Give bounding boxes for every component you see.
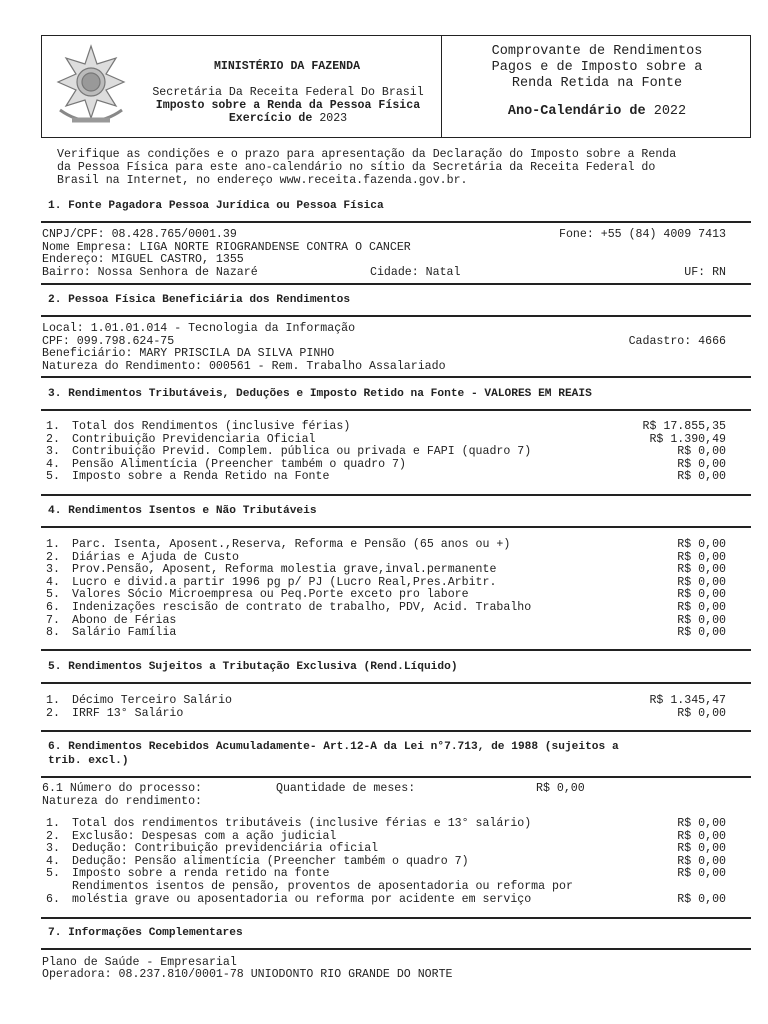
item-value: R$ 0,00 [677, 613, 726, 627]
item-label: Total dos Rendimentos (inclusive férias) [72, 420, 351, 433]
item-label: Lucro e divid.a partir 1996 pg p/ PJ (Lucro Real,Pres.Arbitr. [72, 575, 497, 589]
item-label: Total dos rendimentos tributáveis (inclusive férias e 13° salário) [72, 817, 532, 830]
exercicio-line [138, 112, 438, 125]
numero-processo: 6.1 Número do processo: [42, 782, 203, 795]
section-7-title: 7. Informações Complementares [48, 927, 243, 939]
item-label: Abono de Férias [72, 613, 177, 627]
section-4-list [46, 539, 726, 640]
section-6-title [48, 740, 619, 768]
section-6-title-line: 6. Rendimentos Recebidos Acumuladamente- Art.12-A da Lei n°7.713, de 1988 (sujeitos a [48, 741, 619, 753]
coat-of-arms-icon [50, 40, 132, 132]
cadastro: Cadastro: 4666 [628, 335, 726, 348]
item-number: 4. [46, 457, 60, 471]
item-number: 2. [46, 550, 60, 564]
ministry-title: MINISTÉRIO DA FAZENDA [213, 60, 361, 73]
section-4-rule [41, 526, 751, 528]
comprovante-line: Renda Retida na Fonte [511, 76, 683, 91]
item-label: Diárias e Ajuda de Custo [72, 550, 239, 564]
item-value: R$ 0,00 [677, 892, 726, 906]
item-number: 5. [46, 867, 60, 881]
section-6-rule [41, 776, 751, 778]
item-number: 8. [46, 626, 60, 640]
item-number: 1. [46, 420, 60, 433]
section-7-rule [41, 948, 751, 950]
list-item [46, 446, 726, 459]
item-value: R$ 0,00 [677, 563, 726, 577]
comprovante-title [444, 44, 750, 92]
item-value: R$ 0,00 [677, 457, 726, 471]
item-value: R$ 0,00 [677, 538, 726, 551]
item-number: 2. [46, 432, 60, 446]
section-1-title: 1. Fonte Pagadora Pessoa Jurídica ou Pessoa Física [48, 200, 384, 212]
list-item [46, 818, 726, 831]
item-label: Salário Família [72, 626, 177, 640]
item-value: R$ 0,00 [677, 842, 726, 856]
item-value: R$ 0,00 [677, 626, 726, 640]
item-number: 4. [46, 854, 60, 868]
list-item [46, 843, 726, 856]
section-1-rule [41, 221, 751, 223]
section-4-title: 4. Rendimentos Isentos e Não Tributáveis [48, 505, 317, 517]
fone: Fone: +55 (84) 4009 7413 [559, 228, 726, 241]
beneficiario: Beneficiário: MARY PRISCILA DA SILVA PINHO [42, 347, 335, 360]
operadora: Operadora: 08.237.810/0001-78 UNIODONTO RIO GRANDE DO NORTE [42, 968, 453, 981]
intro-text [57, 148, 737, 187]
item-label: Décimo Terceiro Salário [72, 694, 233, 707]
item-number: 3. [46, 445, 60, 459]
item-value: R$ 0,00 [677, 575, 726, 589]
natureza-rendimento: Natureza do Rendimento: 000561 - Rem. Trabalho Assalariado [42, 360, 446, 373]
header-divider [441, 36, 442, 137]
item-label: Indenizações rescisão de contrato de trabalho, PDV, Acid. Trabalho [72, 600, 532, 614]
item-number: 6. [46, 892, 60, 906]
section-5-rule-top [41, 649, 751, 651]
item-label: Imposto sobre a Renda Retido na Fonte [72, 470, 330, 484]
item-label: Imposto sobre a renda retido na fonte [72, 867, 330, 881]
item-label: moléstia grave ou aposentadoria ou reforma por acidente em serviço [72, 892, 532, 906]
section-5-rule [41, 682, 751, 684]
item-label: Prov.Pensão, Aposent, Reforma molestia grave,inval.permanente [72, 563, 497, 577]
list-item [46, 471, 726, 484]
intro-line: Brasil na Internet, no endereço www.receita.fazenda.gov.br. [57, 174, 468, 187]
item-value: R$ 0,00 [677, 706, 726, 720]
list-item [46, 695, 726, 708]
list-item [46, 708, 726, 721]
item-label: Rendimentos isentos de pensão, proventos de aposentadoria ou reforma por [72, 879, 573, 893]
item-value: R$ 0,00 [677, 588, 726, 602]
section-6-rule-top [41, 730, 751, 732]
section-2-rule-top [41, 283, 751, 285]
item-value: R$ 0,00 [677, 829, 726, 843]
item-value: R$ 0,00 [677, 445, 726, 459]
section-3-title: 3. Rendimentos Tributáveis, Deduções e Imposto Retido na Fonte - VALORES EM REAIS [48, 388, 592, 400]
item-label: Dedução: Pensão alimentícia (Preencher também o quadro 7) [72, 854, 469, 868]
ano-label: Ano-Calendário de [507, 104, 646, 119]
imposto-title: Imposto sobre a Renda da Pessoa Física [155, 99, 421, 112]
item-value: R$ 17.855,35 [642, 420, 726, 433]
exercicio-label: Exercício de [228, 112, 313, 125]
section-3-rule-top [41, 376, 751, 378]
section-5-list [46, 695, 726, 720]
secretaria-block [138, 86, 438, 125]
section-7-rule-top [41, 917, 751, 919]
list-item [46, 421, 726, 434]
section-2-title: 2. Pessoa Física Beneficiária dos Rendimentos [48, 294, 351, 306]
comprovante-line: Pagos e de Imposto sobre a [491, 60, 703, 75]
item-number: 7. [46, 613, 60, 627]
item-number: 4. [46, 575, 60, 589]
item-number: 2. [46, 706, 60, 720]
section-4-rule-top [41, 494, 751, 496]
section-6-title-line: trib. excl.) [48, 755, 129, 767]
item-value: R$ 0,00 [677, 470, 726, 484]
quantidade-meses-valor: R$ 0,00 [536, 782, 585, 795]
comprovante-line: Comprovante de Rendimentos [491, 44, 703, 59]
cnpj: CNPJ/CPF: 08.428.765/0001.39 [42, 228, 237, 241]
ano-calendario [444, 104, 750, 119]
item-value: R$ 0,00 [677, 817, 726, 830]
item-number: 5. [46, 588, 60, 602]
bairro: Bairro: Nossa Senhora de Nazaré [42, 266, 258, 279]
item-value: R$ 1.345,47 [649, 694, 726, 707]
section-3-list [46, 421, 726, 484]
item-number: 1. [46, 694, 60, 707]
item-number: 6. [46, 600, 60, 614]
item-number: 2. [46, 829, 60, 843]
list-item [46, 894, 726, 907]
section-6-list [46, 818, 726, 906]
list-item [46, 627, 726, 640]
cpf: CPF: 099.798.624-75 [42, 335, 175, 348]
item-value: R$ 0,00 [677, 867, 726, 881]
plano-saude: Plano de Saúde - Empresarial [42, 956, 237, 969]
item-label: Parc. Isenta, Aposent.,Reserva, Reforma e Pensão (65 anos ou +) [72, 538, 511, 551]
nome-empresa: Nome Empresa: LIGA NORTE RIOGRANDENSE CONTRA O CANCER [42, 241, 411, 254]
local: Local: 1.01.01.014 - Tecnologia da Informação [42, 322, 356, 335]
item-value: R$ 0,00 [677, 550, 726, 564]
intro-line: Verifique as condições e o prazo para apresentação da Declaração do Imposto sobre a Renda [57, 148, 677, 161]
item-label: Contribuição Previdenciaria Oficial [72, 432, 316, 446]
exercicio-year: 2023 [319, 112, 348, 125]
item-number: 1. [46, 538, 60, 551]
document-header [41, 35, 751, 138]
ano-year: 2022 [653, 104, 687, 119]
item-label: IRRF 13° Salário [72, 706, 184, 720]
endereco: Endereço: MIGUEL CASTRO, 1355 [42, 253, 244, 266]
section-5-title: 5. Rendimentos Sujeitos a Tributação Exclusiva (Rend.Líquido) [48, 661, 458, 673]
item-label: Contribuição Previd. Complem. pública ou privada e FAPI (quadro 7) [72, 445, 532, 459]
list-item [46, 539, 726, 552]
list-item [46, 881, 726, 894]
item-value: R$ 1.390,49 [649, 432, 726, 446]
cidade: Cidade: Natal [370, 266, 461, 279]
uf: UF: RN [684, 266, 726, 279]
item-number: 3. [46, 563, 60, 577]
item-value: R$ 0,00 [677, 854, 726, 868]
item-number: 5. [46, 470, 60, 484]
item-number: 1. [46, 817, 60, 830]
quantidade-meses: Quantidade de meses: [276, 782, 416, 795]
section-3-rule [41, 409, 751, 411]
natureza-do-rendimento: Natureza do rendimento: [42, 795, 203, 808]
secretaria-name: Secretária Da Receita Federal Do Brasil [152, 86, 424, 99]
item-number: 3. [46, 842, 60, 856]
section-2-rule [41, 315, 751, 317]
intro-line: da Pessoa Física para este ano-calendário no sítio da Secretária da Receita Federal do [57, 161, 656, 174]
item-label: Exclusão: Despesas com a ação judicial [72, 829, 337, 843]
item-label: Valores Sócio Microempresa ou Peq.Porte exceto pro labore [72, 588, 469, 602]
item-value: R$ 0,00 [677, 600, 726, 614]
item-label: Pensão Alimentícia (Preencher também o quadro 7) [72, 457, 406, 471]
item-label: Dedução: Contribuição previdenciária oficial [72, 842, 379, 856]
list-item [46, 602, 726, 615]
list-item [46, 564, 726, 577]
